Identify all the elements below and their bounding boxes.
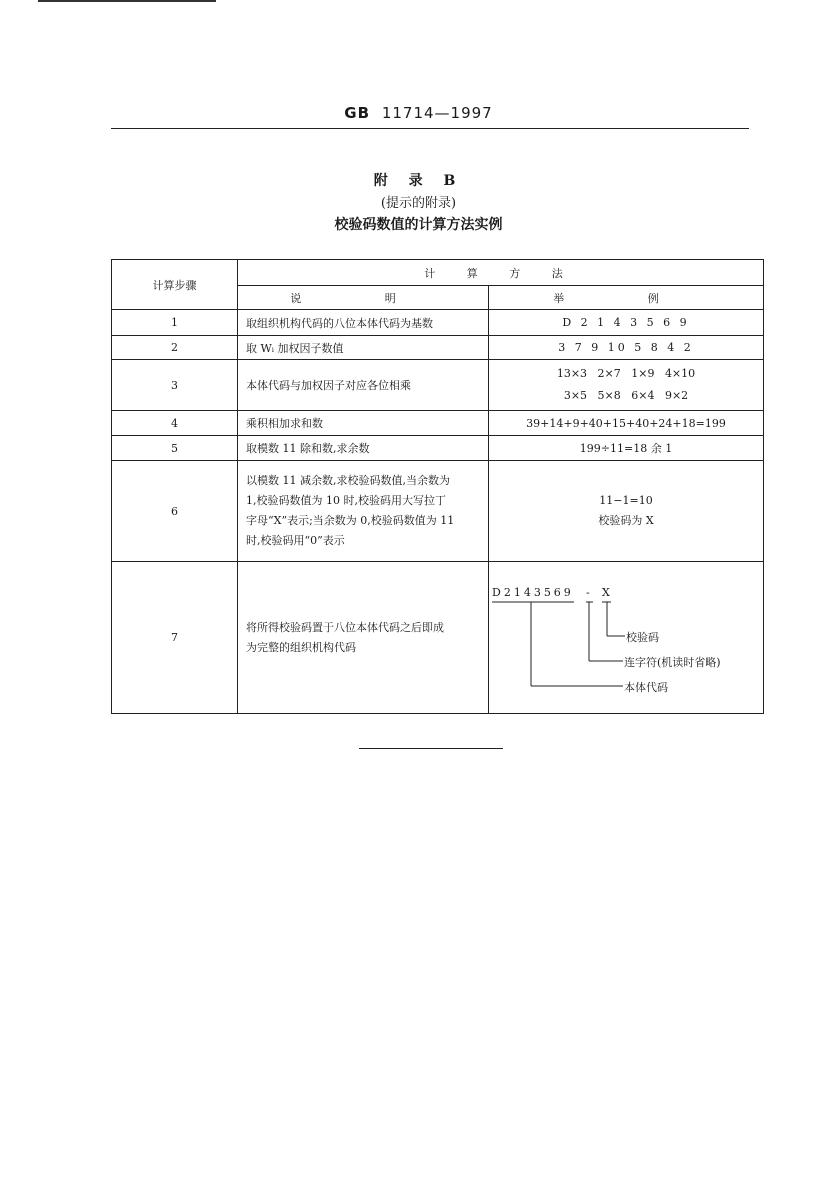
row-step: 2 [112, 336, 238, 360]
diagram-code: D2143569 [492, 585, 574, 599]
header-step: 计算步骤 [112, 260, 238, 310]
row-example: D 2 1 4 3 5 6 9 [489, 310, 764, 336]
row-desc [238, 461, 489, 562]
example-line: 11−1=10 [599, 494, 653, 507]
header-example: 举 例 [489, 286, 764, 310]
desc-line: 字母“X”表示;当余数为 0,校验码数值为 11 [246, 514, 455, 527]
row-example: 3 7 9 10 5 8 4 2 [489, 336, 764, 360]
row-desc: 本体代码与加权因子对应各位相乘 [238, 360, 489, 411]
table-row [112, 360, 764, 411]
table-row [112, 562, 764, 714]
row-desc: 取模数 11 除和数,求余数 [238, 436, 489, 461]
top-edge-rule [38, 0, 216, 2]
row-step: 4 [112, 411, 238, 436]
appendix-title: 附 录 B [373, 173, 464, 189]
row-example [489, 360, 764, 411]
calculation-table [111, 259, 764, 714]
desc-line: 1,校验码数值为 10 时,校验码用大写拉丁 [246, 494, 446, 507]
appendix-heading: 校验码数值的计算方法实例 [334, 217, 503, 233]
row-desc [238, 562, 489, 714]
row-step: 5 [112, 436, 238, 461]
desc-line: 以模数 11 减余数,求校验码数值,当余数为 [246, 474, 450, 487]
label-hyphen: 连字符(机读时省略) [624, 655, 721, 669]
diagram-hyphen: - [586, 585, 590, 599]
table-row [112, 411, 764, 436]
example-line: 13×3 2×7 1×9 4×10 [556, 367, 696, 380]
example-line: 3×5 5×8 6×4 9×2 [563, 389, 689, 402]
desc-line: 将所得校验码置于八位本体代码之后即成 [246, 620, 444, 634]
end-rule [359, 748, 503, 749]
standard-header [0, 104, 837, 122]
label-body: 本体代码 [624, 680, 668, 694]
row-example [489, 461, 764, 562]
row-step: 7 [112, 562, 238, 714]
table-row [112, 436, 764, 461]
desc-line: 时,校验码用“0”表示 [246, 534, 345, 547]
row-desc: 取 Wᵢ 加权因子数值 [238, 336, 489, 360]
diagram-check: X [602, 585, 610, 599]
table-row [112, 336, 764, 360]
desc-line: 为完整的组织机构代码 [246, 640, 356, 654]
row-step: 6 [112, 461, 238, 562]
row-example: 199÷11=18 余 1 [489, 436, 764, 461]
header-desc: 说 明 [238, 286, 489, 310]
row-desc: 乘积相加求和数 [238, 411, 489, 436]
row-example: 39+14+9+40+15+40+24+18=199 [489, 411, 764, 436]
row-step: 3 [112, 360, 238, 411]
row-desc: 取组织机构代码的八位本体代码为基数 [238, 310, 489, 336]
appendix-subtitle: (提示的附录) [380, 196, 457, 211]
code-structure-diagram [489, 562, 764, 714]
header-method: 计 算 方 法 [238, 260, 764, 286]
standard-number: 11714—1997 [381, 104, 493, 122]
row-step: 1 [112, 310, 238, 336]
standard-prefix: GB [344, 104, 371, 122]
label-check: 校验码 [626, 630, 659, 644]
table-row [112, 461, 764, 562]
example-line: 校验码为 X [598, 514, 654, 527]
table-row [112, 310, 764, 336]
header-rule [111, 128, 749, 129]
